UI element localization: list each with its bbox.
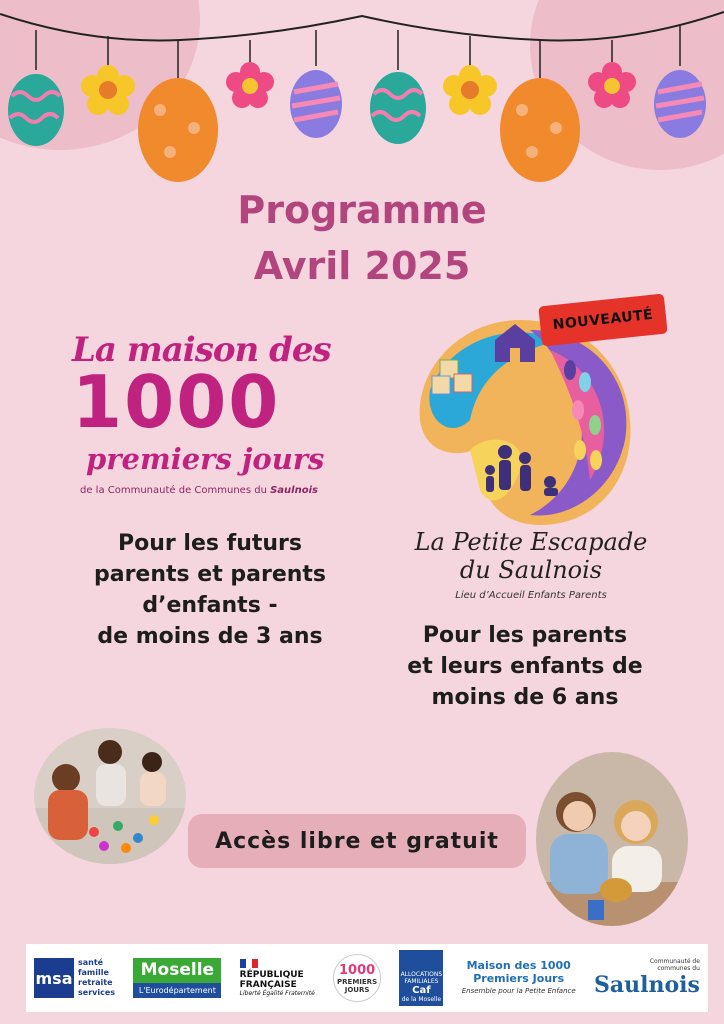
moselle-top: Moselle	[133, 958, 221, 983]
rf-line1: RÉPUBLIQUE	[239, 970, 304, 980]
premiers-jours-logo	[333, 954, 381, 1002]
msa-line: famille	[78, 968, 109, 977]
audience-left-line: parents et parents	[93, 562, 327, 587]
rf-line2: FRANÇAISE	[239, 980, 297, 990]
egg-purple-icon	[290, 30, 342, 138]
flower-pink-icon	[226, 40, 274, 108]
logo-subtitle	[80, 485, 318, 496]
petite-escapade-title	[400, 528, 662, 584]
egg-orange-icon-2	[500, 40, 580, 182]
msa-text	[78, 958, 115, 998]
egg-teal-icon-2	[370, 30, 426, 144]
rf-motto: Liberté Égalité Fraternité	[239, 990, 315, 997]
flower-pink-icon-2	[588, 40, 636, 108]
msa-line: services	[78, 988, 116, 997]
egg-teal-icon	[8, 30, 64, 146]
audience-left-line: de moins de 3 ans	[97, 624, 323, 649]
egg-orange-icon	[138, 40, 218, 182]
logo-line3: premiers jours	[86, 442, 325, 476]
msa-mark: msa	[34, 958, 74, 998]
caf-line3: Caf	[412, 985, 431, 996]
caf-line1: ALLOCATIONS	[400, 971, 443, 978]
mpj-line1: Maison des 1000	[466, 958, 571, 972]
photo-children-playing	[34, 728, 186, 864]
audience-right-line: et leurs enfants de	[407, 654, 643, 679]
petite-escapade-logo	[410, 310, 640, 530]
flower-yellow-icon	[81, 36, 135, 115]
moselle-bottom: L'Eurodépartement	[133, 983, 221, 998]
audience-left-line: Pour les futurs	[118, 531, 302, 556]
logo-1000: 1000	[72, 360, 281, 444]
partner-logos-bar	[26, 944, 708, 1012]
pj-line2: JOURS	[344, 985, 370, 994]
logo-sub-brand: Saulnois	[270, 485, 318, 496]
caf-line2: FAMILIALES	[404, 978, 439, 985]
mpj-line3: Ensemble pour la Petite Enfance	[461, 986, 576, 995]
pe-title-line2: du Saulnois	[459, 556, 603, 584]
new-badge: NOUVEAUTÉ	[538, 294, 667, 347]
programme-title: Programme	[237, 188, 487, 232]
caf-logo	[399, 950, 443, 1006]
photo-mother-daughter	[536, 752, 688, 926]
saulnois-line2: communes du	[657, 965, 700, 972]
msa-line: santé	[78, 958, 104, 967]
pe-title-line1: La Petite Escapade	[414, 528, 648, 556]
flower-yellow-icon-2	[443, 36, 497, 115]
audience-right	[390, 620, 660, 713]
saulnois-line1: Communauté de	[649, 958, 700, 965]
audience-right-line: moins de 6 ans	[431, 685, 619, 710]
petite-escapade-subtitle: Lieu d’Accueil Enfants Parents	[455, 590, 607, 601]
saulnois-logo	[594, 958, 700, 998]
pj-num: 1000	[338, 962, 376, 978]
mpj-line2: Premiers Jours	[473, 971, 565, 985]
moselle-logo	[133, 958, 221, 998]
pj-line1: PREMIERS	[337, 977, 378, 986]
audience-left-line: d’enfants -	[142, 593, 278, 618]
republique-francaise-logo	[240, 959, 315, 997]
maison-1000-jours-logo	[60, 330, 340, 505]
msa-logo	[34, 958, 115, 998]
logo-sub-prefix: de la Communauté de Communes du	[80, 485, 267, 496]
easter-egg-garland	[0, 0, 724, 200]
msa-line: retraite	[78, 978, 113, 987]
french-flag-icon	[240, 959, 258, 968]
egg-purple-icon-2	[654, 26, 706, 138]
maison-premiers-jours-logo	[462, 959, 576, 998]
logo-line1: La maison des	[72, 330, 331, 370]
free-access-label: Accès libre et gratuit	[188, 814, 526, 868]
audience-right-line: Pour les parents	[422, 623, 628, 648]
saulnois-brand: Saulnois	[594, 972, 700, 998]
month-title: Avril 2025	[253, 244, 471, 288]
audience-left	[60, 528, 360, 652]
caf-line4: de la Moselle	[401, 996, 442, 1003]
